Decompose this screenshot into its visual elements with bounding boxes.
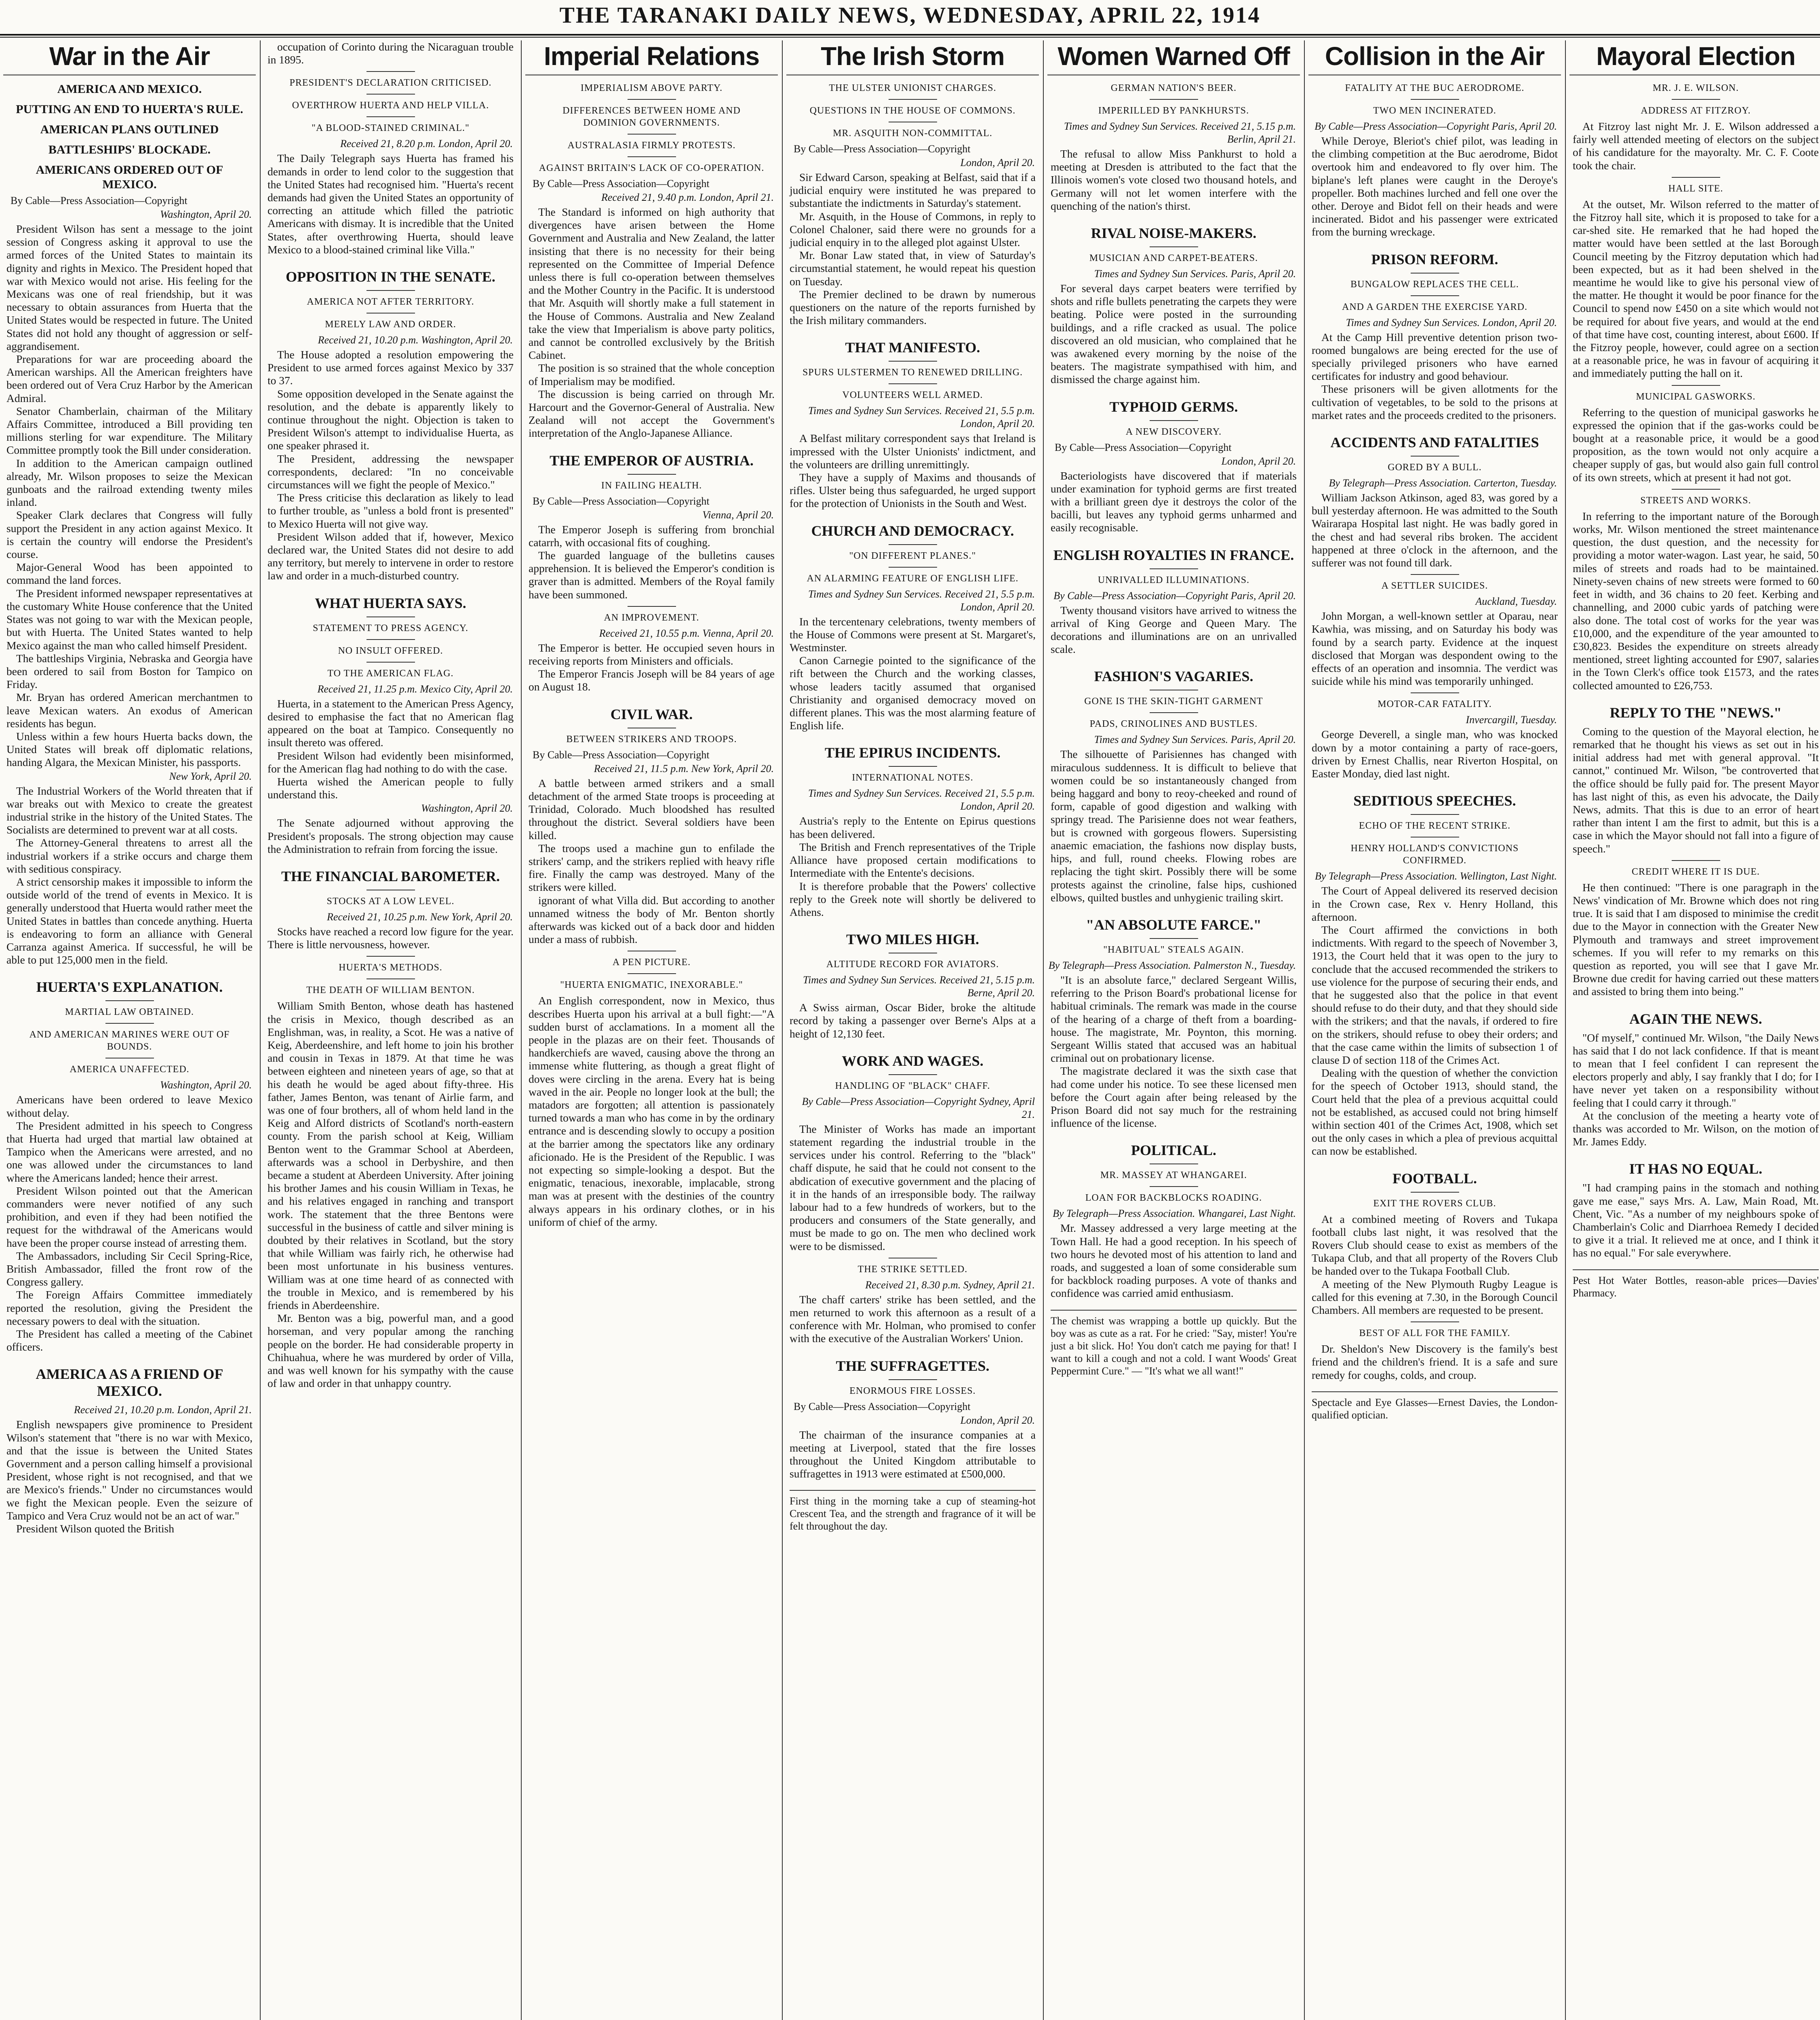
article-paragraph: The Court of Appeal delivered its reserved decision in the Crown case, Rex v. Henry Holland, this afternoon. (1312, 884, 1558, 923)
sub-heading: UNRIVALLED ILLUMINATIONS. (1097, 574, 1250, 585)
column-3 (525, 40, 778, 2020)
section-divider (367, 978, 415, 979)
sub-heading: ADDRESS AT FITZROY. (1641, 105, 1751, 116)
section-divider (1411, 273, 1459, 274)
article-paragraph: Speaker Clark declares that Congress will fully support the President in any action against Mexico. It is certain the country will endorse the President's course. (6, 509, 253, 561)
sub-heading: THE DEATH OF WILLIAM BENTON. (306, 985, 475, 996)
dateline: Times and Sydney Sun Services. Received 21, 5.5 p.m. London, April 20. (808, 787, 1035, 812)
sub-heading: A NEW DISCOVERY. (1125, 426, 1222, 437)
sub-heading: NO INSULT OFFERED. (338, 645, 443, 656)
section-divider (1150, 568, 1198, 569)
section-divider (628, 134, 676, 135)
article-paragraph: At the Camp Hill preventive detention prison two-roomed bungalows are being erected for the use of specially privileged prisoners who have earned certificates for industry and good behaviour. (1312, 330, 1558, 383)
article-paragraph: For several days carpet beaters were terrified by shots and rifle bullets penetrating the carpets they were beating. Police were posted in the surrounding buildings, and a rifle cracked as usual. The police discovered an old musician, who complained that he was awakened every morning by the noise of the beaters. The magistrate sympathised with him, and dismissed the charge against him. (1051, 282, 1297, 386)
section-divider (889, 1379, 937, 1380)
article-paragraph: occupation of Corinto during the Nicaraguan trouble in 1895. (268, 40, 514, 66)
article-paragraph: Bacteriologists have discovered that if materials under examination for typhoid germs are first treated with a brilliant green dye it destroys the color of the bacilli, but leaves any typhoid germs unharmed and easily recognisable. (1051, 469, 1297, 534)
sub-heading: QUESTIONS IN THE HOUSE OF COMMONS. (809, 105, 1016, 116)
sub-heading: AN IMPROVEMENT. (604, 612, 699, 623)
dateline: By Telegraph—Press Association. Carterton, Tuesday. (1329, 477, 1557, 489)
section-divider (1411, 692, 1459, 693)
article-paragraph: The chaff carters' strike has been settled, and the men returned to work this afternoon as a result of a conference with Mr. Holman, who promised to confer with the executive of the Australian Workers' Union. (790, 1293, 1036, 1345)
article-paragraph: Stocks have reached a record low figure for the year. There is little nervousness, however. (268, 925, 514, 951)
section-divider (367, 313, 415, 314)
article-paragraph: William Jackson Atkinson, aged 83, was gored by a bull yesterday afternoon. He was admitted to the South Wairarapa Hospital last night. He was badly gored in the chest and had several ribs broken. The accident happened at three o'clock in the afternoon, and the sufferer was not found till dark. (1312, 491, 1558, 569)
section-divider (1150, 420, 1198, 421)
article-paragraph: It is therefore probable that the Powers' collective reply to the Greek note will shortly be delivered to Athens. (790, 880, 1036, 918)
sub-heading: ALTITUDE RECORD FOR AVIATORS. (826, 959, 999, 970)
article-paragraph: Coming to the question of the Mayoral election, he remarked that he thought his views as set out in his initial address had met with general approval. "It cannot," continued Mr. Wilson, "be controverted that the office should be fully paid for. The present Mayor has last night of this, as even his advocate, the Daily News, admits. That this is due to an error of heart rather than intent I am the first to admit, but this is a case in which the Mayor should not fall into a figure of speech." (1573, 725, 1819, 855)
dateline: Times and Sydney Sun Services. Received 21, 5.5 p.m. London, April 20. (808, 405, 1035, 430)
sub-heading: IMPERILLED BY PANKHURSTS. (1098, 105, 1249, 116)
article-paragraph: Huerta wished the American people to fully understand this. (268, 775, 514, 801)
article-paragraph: The silhouette of Parisiennes has changed with miraculous suddenness. It is difficult to believe that women could be so instantaneously changed from being haggard and bony to reoy-cheeked and round of form, capable of good digestion and walking with springy tread. The Parisienne does not wear feathers, but is crowned with gorgeous flowers. Supersisting anaemic emaciation, the fashions now display busts, hips, and full, round cheeks. Flowing robes are replacing the tight skirt. Possibly there will be some protests against the crinoline, false hips, cushioned elbows, quilted bustles and unhygienic trailing skirt. (1051, 748, 1297, 904)
column-2 (264, 40, 517, 2020)
article-heading: THE FINANCIAL BAROMETER. (281, 868, 500, 884)
article-paragraph: A meeting of the New Plymouth Rugby League is called for this evening at 7.30, in the Borough Council Chambers. All members are requested to be present. (1312, 1277, 1558, 1316)
byline: By Cable—Press Association—Copyright (11, 195, 187, 206)
article-paragraph: William Smith Benton, whose death has hastened the crisis in Mexico, though described as an Englishman, was, in reality, a Scot. He was a native of Keig, Aberdeenshire, and left home to join his brother and cousin in Texas in 1879. At that time he was between eighteen and nineteen years of age, so that at his death he would be aged about fifty-three. His father, James Benton, was tenant of Airlie farm, and was one of four brothers, all of whom held land in the Keig and Alford districts of Scotland's north-eastern county. From the parish school at Keig, William Benton went to the Grammar School at Aberdeen, afterwards was a school in Derbyshire, and then became a student at Aberdeen University. After joining his brother James and his cousin William in Texas, he and his relatives engaged in ranching and transport work. The statement that the three Bentons were successful in the business of cattle and silver mining is doubted by their relatives in Scotland, but the story that while William was fairly rich, he otherwise had been most unfortunate in his business ventures. William was at one time heard of as connected with the trouble in Mexico, and is remembered by his friends in Aberdeenshire. (268, 999, 514, 1311)
sub-heading: THE STRIKE SETTLED. (857, 1264, 968, 1275)
article-paragraph: "It is an absolute farce," declared Sergeant Willis, referring to the Prison Board's probational license for habitual criminals. The remark was made in the course of the hearing of a charge of theft from a boarding-house. The magistrate, Mr. Poynton, this morning. Sergeant Willis stated that accused was an habitual criminal out on probationary license. (1051, 973, 1297, 1065)
article-paragraph: The President has called a meeting of the Cabinet officers. (6, 1328, 253, 1353)
section-divider (1411, 295, 1459, 296)
column-main-heading: Collision in the Air (1308, 42, 1561, 76)
section-divider (628, 474, 676, 475)
column-6 (1308, 40, 1561, 2020)
article-heading: TYPHOID GERMS. (1109, 398, 1238, 415)
newspaper-masthead-title: THE TARANAKI DAILY NEWS, WEDNESDAY, APRIL 22, 1914 (559, 3, 1261, 28)
article-paragraph: ignorant of what Villa did. But according to another unnamed witness the body of Mr. Benton shortly afterwards was kicked out of a back door and hidden under a mass of rubbish. (529, 894, 775, 946)
article-paragraph: The Premier declined to be drawn by numerous questioners on the nature of the reports furnished by the Irish military commanders. (790, 288, 1036, 327)
article-paragraph: Dealing with the question of whether the conviction for the speech of October 1913, should stand, the Court held that the plea of a previous acquittal could not be established, as accused could not bring himself within section 401 of the Crimes Act, 1908, which set out the only cases in which a plea of previous acquittal can now be established. (1312, 1067, 1558, 1157)
article-heading: "AN ABSOLUTE FARCE." (1086, 916, 1262, 933)
dateline: New York, April 20. (169, 770, 252, 782)
sub-heading: BATTLESHIPS' BLOCKADE. (48, 143, 211, 156)
section-divider (1411, 574, 1459, 575)
sub-heading: MR. J. E. WILSON. (1652, 83, 1739, 93)
masthead-rule (0, 34, 1820, 38)
article-paragraph: President Wilson had evidently been misinformed, for the American flag had nothing to do with the case. (268, 749, 514, 775)
article-paragraph: The Court affirmed the convictions in both indictments. With regard to the speech of November 3, 1913, the Court held that it was open to the jury to conclude that the accused recommended the strikers to use violence for the purpose of securing their ends, and that he suggested also that the police in that event should refuse to do their duty, and that they should side with the strikers; and that the navals, if ordered to fire on the strikers, should refuse to obey their orders; and that the case came within the limits of subsection 1 of clause D of section 118 of the Crimes Act. (1312, 923, 1558, 1066)
sub-heading: THE ULSTER UNIONIST CHARGES. (829, 83, 996, 93)
article-paragraph: Canon Carnegie pointed to the significance of the rift between the Church and the working classes, whose leaders tacitly assumed that organised Christianity and organised democracy moved on different planes. This was the most alarming feature of English life. (790, 654, 1036, 732)
dateline: By Cable—Press Association—Copyright Paris, April 20. (1314, 120, 1557, 132)
dateline: Received 21, 11.5 p.m. New York, April 20. (594, 762, 774, 774)
byline: By Cable—Press Association—Copyright (533, 749, 710, 761)
section-divider (367, 662, 415, 663)
article-paragraph: The battleships Virginia, Nebraska and Georgia have been ordered to sail from Boston for Tampico on Friday. (6, 652, 253, 691)
article-paragraph: "Of myself," continued Mr. Wilson, "the Daily News has said that I do not lack confidence. If that is meant to mean that I feel confident I can represent the electors properly and ably, I say frankly that I do; for I have never yet taken on a responsibility without feeling that I could carry it through." (1573, 1031, 1819, 1109)
article-paragraph: The Standard is informed on high authority that divergences have arisen between the Home Government and Australia and New Zealand, the latter insisting that there is no necessity for their being represented on the Committee of Imperial Defence unless there is full co-operation between themselves and the Mother Country in the Pacific. It is understood that Mr. Asquith will shortly make a full statement in the House of Commons. Australia and New Zealand take the view that Imperialism is above party politics, and cannot be controlled exclusively by the British Cabinet. (529, 206, 775, 362)
sub-heading: VOLUNTEERS WELL ARMED. (842, 390, 983, 401)
article-heading: WORK AND WAGES. (842, 1052, 984, 1069)
section-divider (1411, 456, 1459, 457)
article-paragraph: In the tercentenary celebrations, twenty members of the House of Commons were present at St. Margaret's, Westminster. (790, 615, 1036, 654)
article-heading: ACCIDENTS AND FATALITIES (1330, 434, 1539, 451)
dateline: Washington, April 20. (421, 802, 513, 814)
byline: By Cable—Press Association—Copyright (794, 1400, 971, 1412)
section-divider (367, 956, 415, 957)
article-heading: OPPOSITION IN THE SENATE. (286, 269, 495, 285)
dateline: Received 21, 8.30 p.m. Sydney, April 21. (865, 1279, 1035, 1291)
article-paragraph: Referring to the question of municipal gasworks he expressed the opinion that if the gas-works could be bought at a reasonable price, it would be a good proposition, as the town would not only acquire a cheaper supply of gas, but would also gain full control of its own streets, which at present it had not got. (1573, 406, 1819, 484)
article-heading: HUERTA'S EXPLANATION. (36, 979, 223, 995)
sub-heading: PADS, CRINOLINES AND BUSTLES. (1089, 719, 1258, 730)
sub-heading: MR. MASSEY AT WHANGAREI. (1100, 1170, 1247, 1181)
dateline: Received 21, 8.20 p.m. London, April 20. (340, 138, 513, 150)
dateline: By Cable—Press Association—Copyright Paris, April 20. (1053, 589, 1296, 602)
article-paragraph: Dr. Sheldon's New Discovery is the family's best friend and the children's friend. It is a safe and sure remedy for coughs, colds, and croup. (1312, 1342, 1558, 1381)
sub-heading: PUTTING AN END TO HUERTA'S RULE. (16, 103, 243, 116)
article-paragraph: Senator Chamberlain, chairman of the Military Affairs Committee, introduced a Bill providing ten millions sterling for war expenditure. The Military Committee promptly took the Bill under consideration. (6, 404, 253, 457)
sub-heading: BUNGALOW REPLACES THE CELL. (1350, 279, 1519, 290)
column-main-heading: Mayoral Election (1569, 42, 1820, 76)
section-divider (1411, 99, 1459, 100)
article-paragraph: Mr. Benton was a big, powerful man, and a good horseman, and very popular among the ranching people on the border. He had considerable property in Chihuahua, where he was murdered by order of Villa, and was well known for his sympathy with the cause of law and order in that unhappy country. (268, 1312, 514, 1390)
section-divider (1672, 385, 1720, 386)
column-main-heading: Women Warned Off (1047, 42, 1300, 76)
article-paragraph: The discussion is being carried on through Mr. Harcourt and the Governor-General of Australia. New Zealand will not accept the Government's interpretation of the Anglo-Japanese Alliance. (529, 387, 775, 440)
article-paragraph: "I had cramping pains in the stomach and nothing gave me ease," says Mrs. A. Law, Main Road, Mt. Chent, Vic. "As a number of my neighbours spoke of Chamberlain's Colic and Diarrhoea Remedy I decided to give it a trial. It relieved me at once, and I think it has no equal." For sale everywhere. (1573, 1181, 1819, 1259)
sub-heading: "ON DIFFERENT PLANES." (849, 550, 976, 561)
article-heading: SEDITIOUS SPEECHES. (1353, 793, 1516, 809)
sub-heading: AMERICA AND MEXICO. (57, 82, 202, 96)
section-divider (889, 544, 937, 545)
article-paragraph: The Foreign Affairs Committee immediately reported the resolution, giving the President the necessary powers to deal with the situation. (6, 1288, 253, 1327)
article-heading: AGAIN THE NEWS. (1629, 1010, 1762, 1027)
sub-heading: STOCKS AT A LOW LEVEL. (327, 896, 455, 907)
sub-heading: GERMAN NATION'S BEER. (1110, 83, 1237, 93)
article-paragraph: The British and French representatives of the Triple Alliance have proposed certain modifications to Intermediate with the Entente's decisions. (790, 840, 1036, 880)
byline: By Cable—Press Association—Copyright (533, 178, 710, 189)
section-divider (1411, 1321, 1459, 1322)
section-divider (1672, 99, 1720, 100)
advertisement: Pest Hot Water Bottles, reason-able prices—Davies' Pharmacy. (1573, 1269, 1819, 1299)
article-heading: IT HAS NO EQUAL. (1629, 1161, 1763, 1177)
column-main-heading: The Irish Storm (786, 42, 1039, 76)
section-divider (1672, 860, 1720, 861)
article-paragraph: The guarded language of the bulletins causes apprehension. It is believed the Emperor's condition is graver than is admitted. Members of the Royal family have been summoned. (529, 549, 775, 601)
article-paragraph: Mr. Bryan has ordered American merchantmen to leave Mexican waters. An exodus of American residents has begun. (6, 691, 253, 730)
column-rule (260, 40, 261, 2020)
advertisement: Spectacle and Eye Glasses—Ernest Davies, the London-qualified optician. (1312, 1391, 1558, 1421)
sub-heading: STREETS AND WORKS. (1640, 495, 1751, 506)
section-divider (889, 766, 937, 767)
article-paragraph: At the outset, Mr. Wilson referred to the matter of the Fitzroy hall site, which it is proposed to take for a car-shed site. He remarked that he had hoped the matter would have been settled at the last Borough Council meeting by the Fitzroy deputation which had been expected, but as it had been shelved in the meantime he would like to give his personal view of the matter. He thought it would be poor finance for the Council to spend now £450 on a site which would not be required for about five years, and would at the end of that time have cost, counting interest, about £600. If the Fitzroy people, however, could agree on a section at a reasonable price, he was in favour of acquiring it and immediately putting the hall on it. (1573, 198, 1819, 380)
sub-heading: "A BLOOD-STAINED CRIMINAL." (312, 123, 470, 134)
article-paragraph: Mr. Asquith, in the House of Commons, in reply to Colonel Chaloner, said there were no grounds for a judicial enquiry in to the alleged plot against Ulster. (790, 210, 1036, 249)
article-heading: THE EMPEROR OF AUSTRIA. (550, 452, 754, 469)
column-rule (1565, 40, 1566, 2020)
column-7 (1569, 40, 1820, 2020)
sub-heading: TWO MEN INCINERATED. (1373, 105, 1496, 116)
sub-heading: GORED BY A BULL. (1388, 462, 1482, 473)
article-paragraph: At Fitzroy last night Mr. J. E. Wilson addressed a fairly well attended meeting of electors on the subject of his candidature for the mayoralty. Mr. C. F. Coote took the chair. (1573, 120, 1819, 172)
dateline: Washington, April 20. (160, 1079, 252, 1091)
article-paragraph: President Wilson has sent a message to the joint session of Congress asking it approval to use the armed forces of the United States to maintain its dignity and rights in Mexico. The President hoped that war with Mexico would not arise. His feeling for the Mexicans was one of real friendship, but it was necessary to obtain assurances from Huerta that the United States would be respected in future. The United States did not hold any thought of aggression or self-aggrandisement. (6, 223, 253, 352)
sub-heading: FATALITY AT THE BUC AERODROME. (1345, 83, 1525, 93)
column-5 (1047, 40, 1300, 2020)
article-paragraph: Huerta, in a statement to the American Press Agency, desired to emphasise the fact that no American flag appeared on the boat at Tampico. Consequently no insult thereto was offered. (268, 697, 514, 749)
sub-heading: INTERNATIONAL NOTES. (852, 772, 973, 783)
article-paragraph: Preparations for war are proceeding aboard the American warships. All the American freighters have been ordered out of Vera Cruz Harbor by the American Admiral. (6, 353, 253, 404)
dateline: By Telegraph—Press Association. Wellington, Last Night. (1314, 870, 1557, 882)
dateline: London, April 20. (1221, 455, 1296, 467)
article-paragraph: In addition to the American campaign outlined already, Mr. Wilson proposes to seize the Mexican gunboats and the railroad extending twenty miles inland. (6, 457, 253, 509)
article-heading: CIVIL WAR. (610, 706, 693, 722)
dateline: Times and Sydney Sun Services. London, April 20. (1346, 316, 1557, 328)
dateline: Received 21, 10.20 p.m. Washington, April 20. (318, 334, 513, 346)
article-paragraph: These prisoners will be given allotments for the cultivation of vegetables, to be sold to the prisons at market rates and the proceeds credited to the prisoners. (1312, 383, 1558, 421)
dateline: Times and Sydney Sun Services. Received 21, 5.5 p.m. London, April 20. (808, 588, 1035, 613)
sub-heading: BETWEEN STRIKERS AND TROOPS. (566, 734, 737, 745)
article-paragraph: The Industrial Workers of the World threaten that if war breaks out with Mexico to create the greatest industrial strike in the history of the United States. The Socialists are determined to prevent war at all costs. (6, 784, 253, 836)
section-divider (628, 99, 676, 100)
section-divider (1150, 938, 1198, 939)
article-heading: CHURCH AND DEMOCRACY. (811, 522, 1014, 539)
sub-heading: BEST OF ALL FOR THE FAMILY. (1359, 1328, 1510, 1339)
article-paragraph: Sir Edward Carson, speaking at Belfast, said that if a judicial enquiry were instituted he was prepared to substantiate the indictments in Saturday's statement. (790, 171, 1036, 210)
column-4 (786, 40, 1039, 2020)
article-paragraph: George Deverell, a single man, who was knocked down by a motor containing a party of race-goers, driven by Ernest Challis, near Riverton Hospital, on Easter Monday, died last night. (1312, 728, 1558, 780)
section-divider (367, 290, 415, 291)
section-divider (367, 116, 415, 117)
dateline: Vienna, April 20. (702, 509, 774, 521)
article-paragraph: The Emperor is better. He occupied seven hours in receiving reports from Ministers and officials. (529, 641, 775, 667)
sub-heading: HENRY HOLLAND'S CONVICTIONS CONFIRMED. (1350, 843, 1519, 866)
sub-heading: AMERICAN PLANS OUTLINED (40, 123, 219, 136)
article-paragraph: The President informed newspaper representatives at the customary White House conference that the United States was not going to war with the Mexican people, but with Huerta. The United States wanted to help Mexico against the man who called himself President. (6, 587, 253, 652)
article-paragraph: The Daily Telegraph says Huerta has framed his demands in order to lend color to the suggestion that the United States had recognised him. "Huerta's recent demands had given the United States an opportunity of correcting an attitude which filled the patriotic Americans with dismay. It is incredible that the United States, after overthrowing Huerta, should leave Mexico to a blood-stained criminal like Villa." (268, 152, 514, 256)
section-divider (628, 973, 676, 974)
article-paragraph: An English correspondent, now in Mexico, thus describes Huerta upon his arrival at a bull fight:—"A sudden burst of acclamations. In a moment all the people in the plazas are on their feet. Thousands of handkerchiefs are waved, causing above the throng an immense white fluttering, as though a great flight of doves were circling in the arena. Every hat is being waved in the air. People no longer look at the bull; the matadors are forgotten; all attention is passionately turned towards a man who has come in by the ordinary entrance and is descending slowly to occupy a position at the barrier among the spectators like any ordinary aficionado. He is the President of the Republic. I was not expecting so simple-looking a despot. But the enigmatic, tenacious, inexorable, implacable, strong man was at present with the destinies of the country always appears in his ordinary clothes, or in his uniform of chief of the army. (529, 994, 775, 1228)
dateline: Times and Sydney Sun Services. Paris, April 20. (1094, 734, 1296, 746)
article-heading: ENGLISH ROYALTIES IN FRANCE. (1053, 547, 1294, 563)
section-divider (1150, 99, 1198, 100)
column-rule (1304, 40, 1305, 2020)
dateline: London, April 20. (960, 157, 1035, 168)
section-divider (889, 567, 937, 568)
article-paragraph: President Wilson quoted the British (16, 1522, 175, 1535)
section-divider (367, 71, 415, 72)
article-paragraph: The Ambassadors, including Sir Cecil Spring-Rice, British Ambassador, filled the front row of the Congress gallery. (6, 1249, 253, 1288)
section-divider (628, 156, 676, 157)
article-paragraph: They have a supply of Maxims and thousands of rifles. Ulster being thus safeguarded, he urged support for the protection of Unionists in the South and West. (790, 471, 1036, 510)
article-paragraph: The President, addressing the newspaper correspondents, declared: "In no conceivable circumstances will we fight the people of Mexico." (268, 452, 514, 491)
article-paragraph: At the conclusion of the meeting a hearty vote of thanks was accorded to Mr. Wilson, on the motion of Mr. James Eddy. (1573, 1109, 1819, 1148)
article-paragraph: Unless within a few hours Huerta backs down, the United States will break off diplomatic relations, handing Algara, the Mexican Minister, his passports. (6, 730, 253, 769)
section-divider (105, 1023, 154, 1024)
sub-heading: AN ALARMING FEATURE OF ENGLISH LIFE. (807, 573, 1019, 584)
article-paragraph: In referring to the important nature of the Borough works, Mr. Wilson mentioned the street maintenance question, the dust question, and the necessity for providing a motor water-wagon. Last year, he said, 50 miles of streets and roads had to be maintained. Ninety-seven chains of new streets were formed to 60 feet in width, and 36 chains to 20 feet. Kerbing and channelling, and 2000 cubic yards of patching were also done. The total cost of works for the year was £10,000, and the expenditure of the year amounted to £30,823. Besides the expenditure on streets already mentioned, street lighting accounted for £907, salaries in the Town Clerk's office took £1573, and the rates collected amounted to £26,753. (1573, 509, 1819, 692)
dateline: Times and Sydney Sun Services. Received 21, 5.15 p.m. Berne, April 20. (803, 974, 1035, 999)
article-paragraph: Some opposition developed in the Senate against the resolution, and the debate is apparently likely to continue throughout the night. Objection is taken to President Wilson's attempt to individualise Huerta, as one speaker phrased it. (268, 387, 514, 452)
sub-heading: IN FAILING HEALTH. (601, 480, 702, 491)
sub-heading: "HUERTA ENIGMATIC, INEXORABLE." (560, 980, 743, 991)
article-paragraph: Mr. Massey addressed a very large meeting at the Town Hall. He had a good reception. In his speech of two hours he devoted most of his attention to land and roads, and suggested a loan of some considerable sum for backblock roading purposes. A vote of thanks and confidence was carried amid enthusiasm. (1051, 1222, 1297, 1300)
article-paragraph: The Attorney-General threatens to arrest all the industrial workers if a strike occurs and charge them with seditious conspiracy. (6, 836, 253, 875)
column-rule (782, 40, 783, 2020)
section-divider (889, 99, 937, 100)
byline: By Cable—Press Association—Copyright (533, 495, 710, 507)
sub-heading: EXIT THE ROVERS CLUB. (1373, 1198, 1496, 1209)
dateline: Washington, April 20. (160, 208, 252, 220)
byline: By Cable—Press Association—Copyright (794, 143, 971, 155)
section-divider (889, 361, 937, 362)
article-paragraph: A Swiss airman, Oscar Bider, broke the altitude record by taking a passenger over Berne's Alps at a height of 12,130 feet. (790, 1001, 1036, 1040)
sub-heading: CREDIT WHERE IT IS DUE. (1632, 866, 1760, 877)
dateline: Times and Sydney Sun Services. Paris, April 20. (1094, 268, 1296, 280)
article-paragraph: Twenty thousand visitors have arrived to witness the arrival of King George and Queen Mary. The decorations and illuminations are on an unrivalled scale. (1051, 604, 1297, 656)
sub-heading: MOTOR-CAR FATALITY. (1378, 699, 1492, 710)
article-paragraph: A strict censorship makes it impossible to inform the outside world of the trend of events in Mexico. It is generally understood that Huerta would rather meet the United States in battles than concede anything. Huerta is endeavoring to form an alliance with General Carranza against America. If successful, he will be able to put 125,000 men in the field. (6, 875, 253, 966)
article-paragraph: A Belfast military correspondent says that Ireland is impressed with the Ulster Unionists' indictment, and the volunteers are drilling unremittingly. (790, 432, 1036, 471)
sub-heading: MERELY LAW AND ORDER. (325, 319, 456, 330)
sub-heading: A PEN PICTURE. (612, 957, 691, 968)
dateline: By Telegraph—Press Association. Palmerston N., Tuesday. (1048, 959, 1296, 971)
article-heading: THE EPIRUS INCIDENTS. (824, 745, 1001, 761)
byline: By Cable—Press Association—Copyright (1055, 441, 1232, 453)
article-paragraph: English newspapers give prominence to President Wilson's statement that "there is no war with Mexico, and that the issue is between the United States Government and a person calling himself a provisional President, whose right is not recognised, and that we are Mexico's friends." Under no circumstances would we fight the Mexican people. Even the seizure of Tampico and Vera Cruz would not be an act of war." (6, 1418, 253, 1522)
sub-heading: STATEMENT TO PRESS AGENCY. (312, 623, 469, 633)
article-paragraph: President Wilson added that if, however, Mexico declared war, the United States did not desire to add any territory, but merely to intervene in order to restore law and order in a much-disturbed country. (268, 530, 514, 582)
sub-heading: GONE IS THE SKIN-TIGHT GARMENT (1084, 696, 1263, 707)
article-heading: FASHION'S VAGARIES. (1094, 668, 1253, 685)
dateline: Times and Sydney Sun Services. Received 21, 5.15 p.m. Berlin, April 21. (1064, 120, 1296, 145)
article-paragraph: Americans have been ordered to leave Mexico without delay. (6, 1093, 253, 1119)
sub-heading: AMERICANS ORDERED OUT OF MEXICO. (36, 163, 223, 191)
article-paragraph: The Senate adjourned without approving the President's proposals. The strong objection may cause the Administration to refrain from forcing the issue. (268, 816, 514, 855)
sub-heading: PRESIDENT'S DECLARATION CRITICISED. (289, 78, 492, 88)
article-paragraph: The President admitted in his speech to Congress that Huerta had urged that martial law obtained at Tampico when the Americans were arrested, and no one was allowed under the circumstances to land where the Americans landed; hence their arrest. (6, 1119, 253, 1184)
masthead (0, 0, 1820, 34)
section-divider (1672, 489, 1720, 490)
sub-heading: ENORMOUS FIRE LOSSES. (849, 1385, 976, 1396)
dateline: By Cable—Press Association—Copyright Sydney, April 21. (802, 1095, 1035, 1120)
article-paragraph: The Press criticise this declaration as likely to lead to further trouble, as "unless a bold front is presented" to Mexico Huerta will not give way. (268, 491, 514, 530)
sub-heading: A SETTLER SUICIDES. (1381, 581, 1488, 591)
article-paragraph: President Wilson pointed out that the American commanders were never notified of any such prohibition, and even if they had been notified the request for the withdrawal of the Americans would have been the proper course instead of arresting them. (6, 1184, 253, 1249)
article-heading: POLITICAL. (1131, 1142, 1217, 1159)
section-divider (1411, 1192, 1459, 1193)
sub-heading: AMERICA NOT AFTER TERRITORY. (307, 297, 474, 307)
article-heading: WHAT HUERTA SAYS. (315, 595, 466, 611)
article-heading: THAT MANIFESTO. (845, 339, 980, 356)
article-paragraph: The Emperor Francis Joseph will be 84 years of age on August 18. (529, 667, 775, 693)
article-paragraph: The magistrate declared it was the sixth case that had come under his notice. To see these licensed men before the Court again after being released by the Prison Board did not say much for the restraining influence of the license. (1051, 1065, 1297, 1130)
article-heading: THE SUFFRAGETTES. (836, 1357, 990, 1374)
sub-heading: AND A GARDEN THE EXERCISE YARD. (1342, 301, 1527, 312)
article-heading: FOOTBALL. (1392, 1170, 1477, 1187)
sub-heading: ECHO OF THE RECENT STRIKE. (1359, 821, 1511, 831)
column-main-heading: War in the Air (3, 42, 256, 76)
section-divider (1411, 814, 1459, 815)
advertisement: First thing in the morning take a cup of steaming-hot Crescent Tea, and the strength and fragrance of it will be felt throughout the day. (790, 1490, 1036, 1532)
dateline: By Telegraph—Press Association. Whangarei, Last Night. (1053, 1208, 1296, 1220)
article-heading: REPLY TO THE "NEWS." (1609, 704, 1782, 721)
article-paragraph: John Morgan, a well-known settler at Oparau, near Kawhia, was missing, and on Saturday his body was found by a search party. Evidence at the inquest disclosed that Morgan was despondent owing to the effects of an operation and insomnia. The verdict was suicide while his mind was temporarily unhinged. (1312, 610, 1558, 688)
article-heading: AMERICA AS A FRIEND OF MEXICO. (36, 1366, 223, 1399)
article-paragraph: The troops used a machine gun to enfilade the strikers' camp, and the strikers replied with heavy rifle fire. Finally the camp was destroyed. Many of the strikers were killed. (529, 842, 775, 894)
sub-heading: MARTIAL LAW OBTAINED. (65, 1007, 194, 1018)
dateline: Received 21, 11.25 p.m. Mexico City, April 20. (317, 683, 513, 695)
section-divider (367, 639, 415, 640)
article-paragraph: The chairman of the insurance companies at a meeting at Liverpool, stated that the fire losses throughout the United Kingdom attributable to suffragettes in 1913 were estimated at £500,000. (790, 1428, 1036, 1480)
article-paragraph: Austria's reply to the Entente on Epirus questions has been delivered. (790, 814, 1036, 840)
dateline: Received 21, 10.20 p.m. London, April 21. (74, 1404, 252, 1416)
column-main-heading: Imperial Relations (525, 42, 778, 76)
dateline: Received 21, 9.40 p.m. London, April 21. (601, 191, 774, 203)
sub-heading: HALL SITE. (1668, 183, 1723, 194)
section-divider (1150, 712, 1198, 713)
column-rule (1043, 40, 1044, 2020)
sub-heading: MUSICIAN AND CARPET-BEATERS. (1089, 253, 1258, 264)
article-paragraph: The position is so strained that the whole conception of Imperialism may be modified. (529, 362, 775, 387)
sub-heading: AMERICA UNAFFECTED. (70, 1064, 190, 1075)
sub-heading: OVERTHROW HUERTA AND HELP VILLA. (292, 100, 489, 111)
dateline: Received 21, 10.25 p.m. New York, April 20. (327, 911, 513, 923)
sub-heading: AUSTRALASIA FIRMLY PROTESTS. (567, 140, 736, 151)
sub-heading: MR. ASQUITH NON-COMMITTAL. (833, 128, 992, 139)
article-heading: TWO MILES HIGH. (846, 931, 980, 948)
sub-heading: TO THE AMERICAN FLAG. (327, 668, 454, 679)
column-rule (521, 40, 522, 2020)
article-paragraph: The Emperor Joseph is suffering from bronchial catarrh, with occasional fits of coughing. (529, 523, 775, 549)
article-heading: RIVAL NOISE-MAKERS. (1091, 225, 1257, 242)
section-divider (1150, 246, 1198, 247)
dateline: Received 21, 10.55 p.m. Vienna, April 20. (599, 627, 774, 639)
sub-heading: MUNICIPAL GASWORKS. (1636, 391, 1756, 402)
sub-heading: "HABITUAL" STEALS AGAIN. (1103, 944, 1244, 955)
sub-heading: DIFFERENCES BETWEEN HOME AND DOMINION GOVERNMENTS. (562, 105, 741, 128)
dateline: Invercargill, Tuesday. (1466, 714, 1557, 726)
section-divider (1672, 177, 1720, 178)
sub-heading: AND AMERICAN MARINES WERE OUT OF BOUNDS. (29, 1029, 230, 1052)
section-divider (367, 94, 415, 95)
dateline: Auckland, Tuesday. (1475, 595, 1557, 608)
section-divider (1150, 1186, 1198, 1187)
article-paragraph: The House adopted a resolution empowering the President to use armed forces against Mexico by 337 to 37. (268, 348, 514, 387)
section-divider (889, 383, 937, 384)
article-paragraph: He then continued: "There is one paragraph in the News' vindication of Mr. Browne which does not ring true. It is said that I am disposed to minimise the credit due to the Mayor in connection with the Greater New Plymouth and tramways and street improvement schemes. If you will refer to my remarks on this question as reported, you will see that I gave Mr. Browne due credit for having carried out these matters and assisted to bring them into being." (1573, 881, 1819, 998)
article-paragraph: While Deroye, Bleriot's chief pilot, was leading in the climbing competition at the Buc aerodrome, Bidot overtook him and endeavored to fly over him. The biplane's left planes were caught in the Deroye's propeller. Both machines lurched and fell one over the other. Deroye and Bidot fell on their heads and were incinerated. Bidot and his passenger were extricated from the burning wreckage. (1312, 135, 1558, 238)
column-1 (3, 40, 256, 2020)
article-paragraph: The refusal to allow Miss Pankhurst to hold a meeting at Dresden is attributed to the fact that the Illinois women's vote closed two thousand hotels, and Germany will not let women interfere with the quenching of the nation's thirst. (1051, 147, 1297, 212)
article-paragraph: The Minister of Works has made an important statement regarding the industrial trouble in the services under his control. Referring to the "black" chaff dispute, he said that he could not consent to the abdication of executive government and the placing of it in the hands of an irresponsible body. The railway labour had to a few hundreds of workers, but to the producers and consumers of the State generally, and must be made to go on. The men who declined work were to be dismissed. (790, 1122, 1036, 1252)
section-divider (889, 1074, 937, 1075)
advertisement: The chemist was wrapping a bottle up quickly. But the boy was as cute as a rat. For he cried: "Say, mister! You're just a bit slick. Ho! You don't catch me paying for that! I want to kill a cough and not a cold. I want Woods' Great Peppermint Cure." — "It's what we all want!" (1051, 1310, 1297, 1377)
sub-heading: SPURS ULSTERMEN TO RENEWED DRILLING. (802, 367, 1023, 378)
section-divider (105, 1000, 154, 1001)
sub-heading: IMPERIALISM ABOVE PARTY. (580, 83, 723, 93)
article-paragraph: Mr. Bonar Law stated that, in view of Saturday's circumstantial statement, he would repeat his question on Tuesday. (790, 249, 1036, 288)
sub-heading: AGAINST BRITAIN'S LACK OF CO-OPERATION. (539, 163, 765, 173)
sub-heading: HANDLING OF "BLACK" CHAFF. (835, 1080, 990, 1091)
section-divider (628, 606, 676, 607)
sub-heading: LOAN FOR BACKBLOCKS ROADING. (1085, 1193, 1262, 1204)
article-heading: PRISON REFORM. (1371, 251, 1498, 267)
article-paragraph: A battle between armed strikers and a small detachment of the armed State troops is proceeding at Trinidad, Colorado. Much bloodshed has resulted throughout the district. Several soldiers have been killed. (529, 776, 775, 842)
sub-heading: HUERTA'S METHODS. (339, 962, 442, 973)
article-paragraph: At a combined meeting of Rovers and Tukapa football clubs last night, it was resolved that the Rovers Club should cease to exist as members of the Tukapa Club, and that all property of the Rovers Club be handed over to the Tukapa Football Club. (1312, 1212, 1558, 1277)
dateline: London, April 20. (960, 1414, 1035, 1426)
article-paragraph: Major-General Wood has been appointed to command the land forces. (6, 561, 253, 587)
